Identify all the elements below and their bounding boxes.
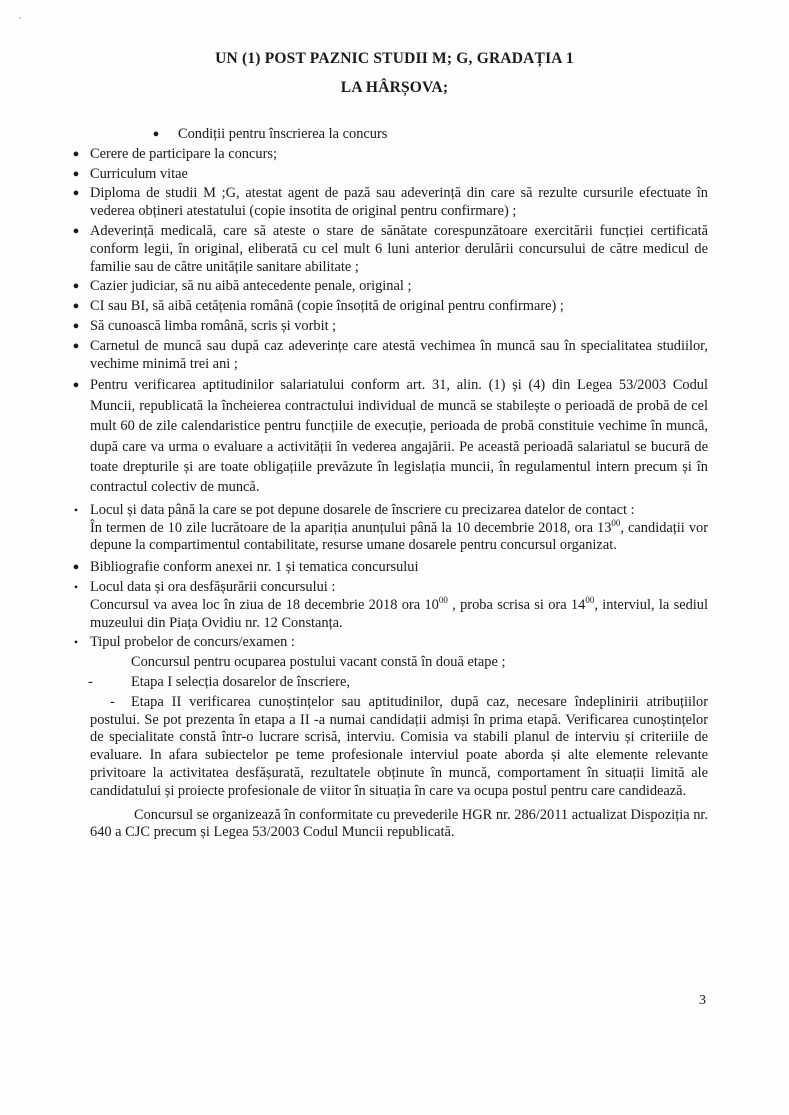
bibliography-text: Bibliografie conform anexei nr. 1 și tematica concursului — [90, 559, 419, 576]
list-item — [68, 338, 708, 374]
bullet-icon: ● — [72, 280, 80, 293]
bullet-icon: ● — [152, 128, 160, 140]
scan-speck — [19, 17, 21, 19]
bullet-icon: ● — [72, 187, 80, 200]
deposit-section — [68, 502, 708, 555]
dash-mark: - — [88, 673, 93, 690]
bullet-icon: ● — [72, 224, 80, 237]
venue-heading: Locul data și ora desfășurării concursului : — [90, 578, 336, 595]
list-item-text: Pentru verificarea aptitudinilor salariatului conform art. 31, alin. (1) și (4) din Legea 53/2003 Codul Muncii, republicată la încheierea contractului individual de muncă se stabilește o perioadă de probă de cel mult 60 de zile calendaristice pentru funcțiile de execuție, perioada de probă constituie vechime în muncă, după care va urma o evaluare a activității în vederea angajării. Pe această perioadă salariatul se bucură de toate drepturile și are toate obligațiile prevăzute în legislația muncii, în regulamentul intern precum și în contractul colectiv de muncă. — [90, 377, 708, 496]
exam-intro: Concursul pentru ocuparea postului vacant constă în două etape ; — [131, 654, 506, 671]
list-item — [68, 223, 708, 276]
exam-stage-1-text: Etapa I selecția dosarelor de înscriere, — [131, 673, 350, 690]
list-item-text: Curriculum vitae — [90, 165, 188, 182]
bullet-icon: ● — [72, 339, 80, 352]
deposit-text-cont: , candidații vor depune la compartimentul contabilitate, resurse umane dosarele pentru concursul organizat. — [90, 519, 708, 554]
exam-stage-2-text: Etapa II verificarea cunoștințelor sau aptitudinilor, după caz, necesare îndeplinirii atribuțiilor postului. Se pot prezenta în etapa a II -a numai candidații admiși în prima etapă. Verificarea cunoștințelor de specialitate constă într-o lucrare scrisă, interviu. Comisia va stabili planul de interviu și criteriile de evaluare. In afara subiectelor pe teme profesionale interviul poate aborda și alte elemente relevante privitoare la activitatea desfășurată, rezultatele obținute în muncă, comportament în situații limită ale candidatului și proiecte profesionale de viitor în situația în care va ocupa postul pentru care candidează. — [90, 693, 708, 799]
exam-stage-2 — [68, 694, 708, 801]
list-item-text: Diploma de studii M ;G, atestat agent de pază sau adeverință din care să rezulte cursurile efectuate în vederea obțineri atestatului (copie insotita de original pentru confirmare) ; — [90, 185, 708, 220]
list-item — [68, 298, 708, 316]
document-title-line2: LA HÂRȘOVA; — [340, 79, 449, 96]
deposit-time-sup: 00 — [611, 517, 621, 528]
list-item-text: CI sau BI, să aibă cetățenia română (copie însoțită de original pentru confirmare) ; — [90, 298, 564, 315]
deposit-heading: Locul și data până la care se pot depune dosarele de înscriere cu precizarea datelor de contact : — [90, 501, 635, 518]
venue-sup: 00 — [585, 594, 595, 605]
venue-text: , interviul, la sediul muzeului din Piața Ovidiu nr. 12 Constanța. — [90, 596, 708, 631]
list-item-text: Cazier judiciar, să nu aibă antecedente penale, original ; — [90, 278, 412, 295]
venue-text: , proba scrisa si ora 14 — [447, 596, 586, 613]
bibliography-item — [68, 559, 708, 577]
bullet-icon: ● — [72, 319, 80, 332]
document-body — [68, 126, 708, 842]
document-title-line1: UN (1) POST PAZNIC STUDII M; G, GRADAȚIA 1 — [215, 50, 574, 67]
bullet-icon: ● — [72, 300, 80, 313]
bullet-icon: ● — [72, 561, 80, 574]
venue-text: Concursul va avea loc în ziua de 18 decembrie 2018 ora 10 — [90, 596, 439, 613]
bullet-icon: • — [73, 635, 79, 650]
exam-stage-1 — [68, 674, 708, 692]
closing-paragraph: Concursul se organizează în conformitate cu prevederile HGR nr. 286/2011 actualizat Dispoziția nr. 640 a CJC precum și Legea 53/2003 Codul Muncii republicată. — [90, 806, 708, 841]
list-item — [68, 146, 708, 164]
list-item-text: Să cunoască limba română, scris și vorbit ; — [90, 317, 337, 334]
conditions-heading-text: Condiții pentru înscrierea la concurs — [178, 126, 388, 142]
bullet-icon: ● — [72, 167, 80, 180]
bullet-icon: ● — [72, 379, 80, 392]
list-item — [68, 375, 708, 497]
dash-mark: - — [110, 693, 115, 710]
bullet-icon: • — [73, 579, 79, 594]
bullet-icon: ● — [72, 147, 80, 160]
list-item — [68, 318, 708, 336]
venue-section — [68, 579, 708, 632]
bullet-icon: • — [73, 502, 79, 517]
venue-sup: 00 — [438, 594, 448, 605]
list-item — [68, 278, 708, 296]
exam-heading-text: Tipul probelor de concurs/examen : — [90, 634, 295, 651]
conditions-heading — [68, 126, 708, 144]
list-item-text: Carnetul de muncă sau după caz adeverințe care atestă vechimea în muncă sau în specialitatea studiilor, vechime minimă trei ani ; — [90, 337, 708, 372]
list-item — [68, 185, 708, 221]
page-number: 3 — [699, 993, 706, 1008]
list-item-text: Cerere de participare la concurs; — [90, 145, 277, 162]
exam-heading — [68, 634, 708, 652]
deposit-text: În termen de 10 zile lucrătoare de la apariția anunțului până la 10 decembrie 2018, ora 13 — [90, 519, 612, 536]
list-item-text: Adeverință medicală, care să ateste o stare de sănătate corespunzătoare exercitării funcției certificată conform legii, în original, eliberată cu cel mult 6 luni anterior derulării concursului de către medicul de familie sau de către unitățile sanitare abilitate ; — [90, 222, 708, 275]
list-item — [68, 166, 708, 184]
